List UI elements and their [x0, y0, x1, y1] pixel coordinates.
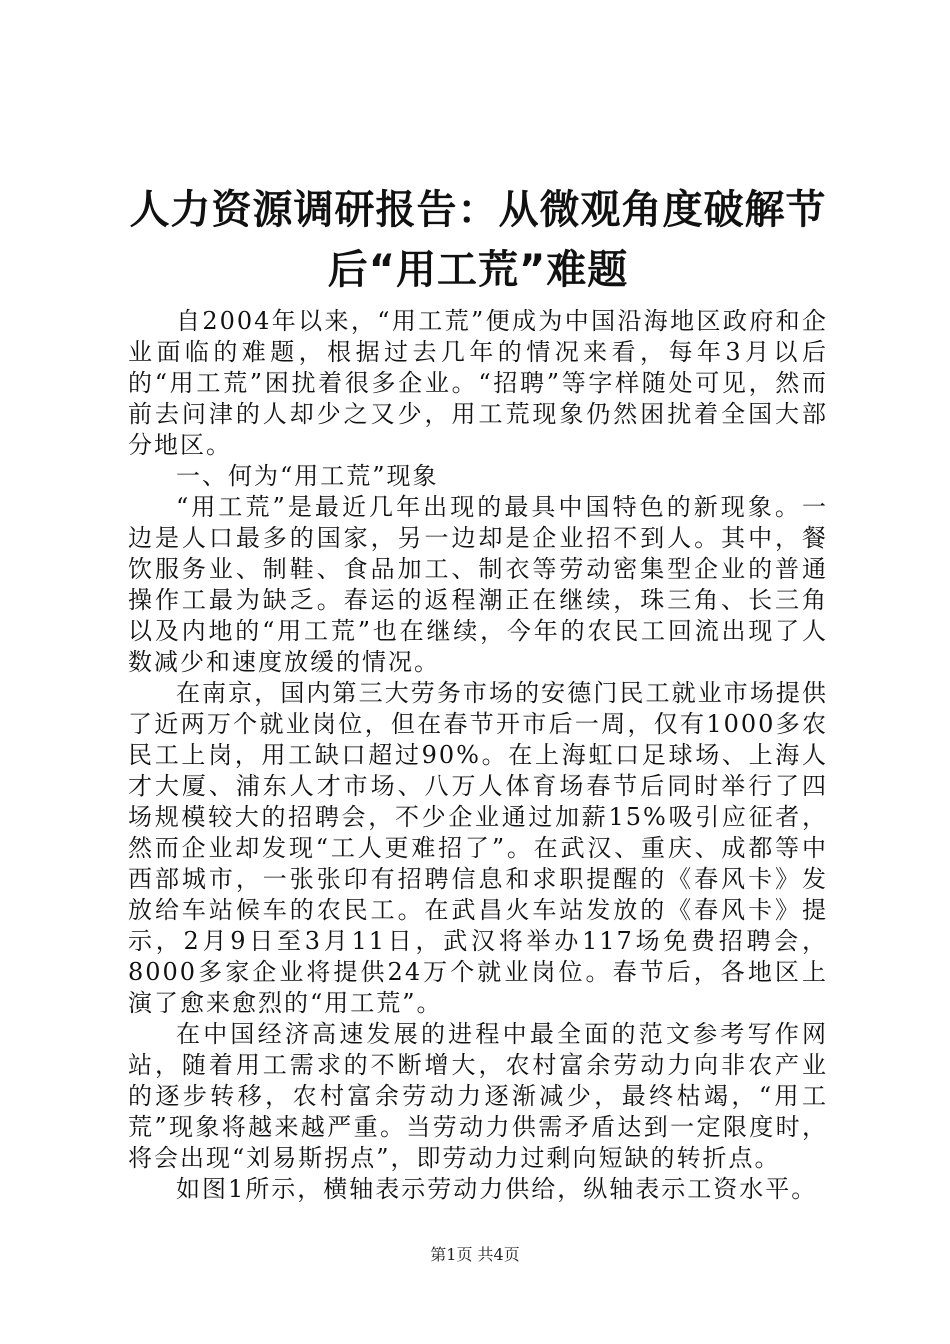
page-number-footer: 第1页 共4页: [430, 1245, 520, 1264]
paragraph-intro: 自2004年以来，“用工荒”便成为中国沿海地区政府和企业面临的难题，根据过去几年的情况来看，每年3月以后的“用工荒”困扰着很多企业。“招聘”等字样随处可见，然而前去问津的人却少之又少，用工荒现象仍然困扰着全国大部分地区。: [128, 307, 828, 459]
paragraph-definition: “用工荒”是最近几年出现的最具中国特色的新现象。一边是人口最多的国家，另一边却是企业招不到人。其中，餐饮服务业、制鞋、食品加工、制衣等劳动密集型企业的普通操作工最为缺乏。春运的返程潮正在继续，珠三角、长三角以及内地的“用工荒”也在继续，今年的农民工回流出现了人数减少和速度放缓的情况。: [128, 493, 828, 676]
paragraph-figure-ref: 如图1所示，横轴表示劳动力供给，纵轴表示工资水平。: [176, 1175, 818, 1203]
paragraph-examples: 在南京，国内第三大劳务市场的安德门民工就业市场提供了近两万个就业岗位，但在春节开市后一周，仅有1000多农民工上岗，用工缺口超过90%。在上海虹口足球场、上海人才大厦、浦东人才市场、八万人体育场春节后同时举行了四场规模较大的招聘会，不少企业通过加薪15%吸引应征者，然而企业却发现“工人更难招了”。在武汉、重庆、成都等中西部城市，一张张印有招聘信息和求职提醒的《春风卡》发放给车站候车的农民工。在武昌火车站发放的《春风卡》提示，2月9日至3月11日，武汉将举办117场免费招聘会，8000多家企业将提供24万个就业岗位。春节后，各地区上演了愈来愈烈的“用工荒”。: [128, 679, 828, 1017]
document-page: [128, 180, 828, 1205]
document-title: 人力资源调研报告：从微观角度破解节后“用工荒”难题: [129, 187, 827, 293]
section-heading-1: 一、何为“用工荒”现象: [176, 462, 439, 490]
paragraph-lewis-point: 在中国经济高速发展的进程中最全面的范文参考写作网站，随着用工需求的不断增大，农村富余劳动力向非农产业的逐步转移，农村富余劳动力逐渐减少，最终枯竭，“用工荒”现象将越来越严重。当劳动力供需矛盾达到一定限度时，将会出现“刘易斯拐点”，即劳动力过剩向短缺的转折点。: [128, 1020, 828, 1172]
